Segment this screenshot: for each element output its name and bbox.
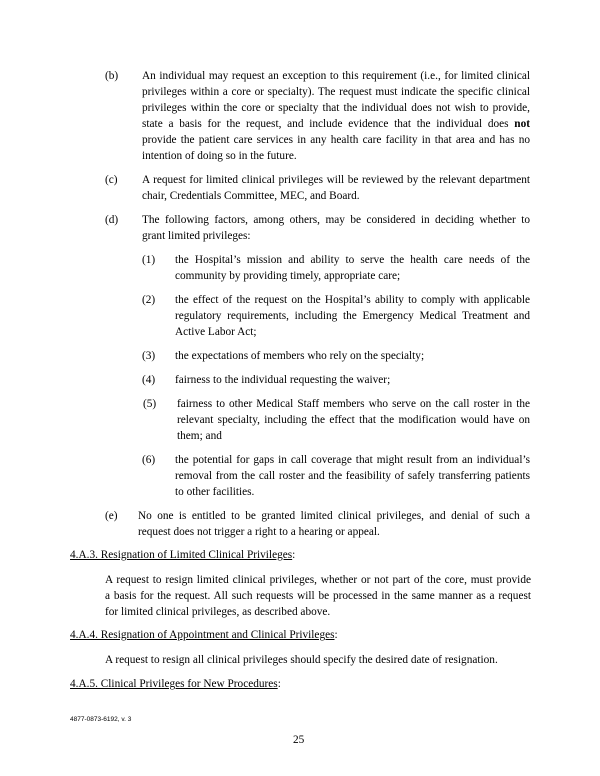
- subitem-5-label: (5): [143, 398, 157, 410]
- item-b-line-1: An individual may request an exception to this requirement (i.e., for limited clinical: [142, 70, 530, 82]
- subitem-2-line-2: regulatory requirements, including the Emergency Medical Treatment and: [175, 310, 530, 322]
- subitem-2-label: (2): [142, 294, 156, 306]
- item-e-label: (e): [105, 510, 118, 522]
- item-c-label: (c): [105, 174, 118, 186]
- document-id: 4877-0873-6192, v. 3: [70, 716, 132, 723]
- item-d-line-1: The following factors, among others, may be considered in deciding whether to: [142, 214, 530, 226]
- subitem-5-line-3: them; and: [177, 430, 222, 442]
- section-4a3-heading: [70, 547, 295, 563]
- section-4a3-line-3: for limited clinical privileges, as described above.: [105, 606, 331, 618]
- item-b-line-5: provide the patient care services in any health care facility in that area and has no: [142, 134, 530, 146]
- subitem-2-line-1: the effect of the request on the Hospital’s ability to comply with applicable: [175, 294, 530, 306]
- item-e-line-2: request does not trigger a right to a hearing or appeal.: [138, 526, 380, 538]
- subitem-6-line-2: removal from the call roster and the feasibility of safely transferring patients: [175, 470, 530, 482]
- subitem-4-label: (4): [142, 374, 156, 386]
- section-4a4-line-1: A request to resign all clinical privileges should specify the desired date of resignation.: [105, 654, 498, 666]
- subitem-1-label: (1): [142, 254, 156, 266]
- section-4a3-line-1: A request to resign limited clinical privileges, whether or not part of the core, must provide: [105, 574, 531, 586]
- item-d-line-2: grant limited privileges:: [142, 230, 251, 242]
- section-4a3-line-2: a basis for the request. All such requests will be processed in the same manner as a request: [105, 590, 531, 602]
- item-b-line-4-text: state a basis for the request, and include evidence that the individual does: [142, 118, 509, 130]
- subitem-4-line-1: fairness to the individual requesting the waiver;: [175, 374, 391, 386]
- subitem-3-line-1: the expectations of members who rely on the specialty;: [175, 350, 425, 362]
- subitem-1-line-2: community by providing timely, appropriate care;: [175, 270, 401, 282]
- subitem-3-label: (3): [142, 350, 156, 362]
- subitem-1-line-1: the Hospital’s mission and ability to serve the health care needs of the: [175, 254, 530, 266]
- page-number: 25: [293, 734, 305, 746]
- item-d-label: (d): [105, 214, 119, 226]
- item-c-line-1: A request for limited clinical privileges will be reviewed by the relevant department: [142, 174, 530, 186]
- item-c-line-2: chair, Credentials Committee, MEC, and Board.: [142, 190, 360, 202]
- section-4a4-heading: [70, 627, 338, 643]
- section-4a4-heading-colon: :: [334, 629, 338, 641]
- item-b-line-6: intention of doing so in the future.: [142, 150, 297, 162]
- item-b-line-3: privileges within the core or specialty that the individual does not wish to provide,: [142, 102, 530, 114]
- subitem-5-line-1: fairness to other Medical Staff members who serve on the call roster in the: [177, 398, 530, 410]
- section-4a4-heading-text: 4.A.4. Resignation of Appointment and Clinical Privileges: [70, 629, 335, 641]
- section-4a5-heading-colon: :: [277, 678, 281, 690]
- item-b-line-2: privileges within a core or specialty). The request must indicate the specific clinical: [142, 86, 530, 98]
- section-4a5-heading-text: 4.A.5. Clinical Privileges for New Procedures: [70, 678, 278, 690]
- item-b-label: (b): [105, 70, 119, 82]
- subitem-5-line-2: relevant specialty, including the effect that the modification would have on: [177, 414, 530, 426]
- section-4a5-heading: [70, 676, 281, 692]
- section-4a3-heading-text: 4.A.3. Resignation of Limited Clinical Privileges: [70, 549, 293, 561]
- section-4a3-heading-colon: :: [292, 549, 296, 561]
- subitem-6-line-3: to other facilities.: [175, 486, 255, 498]
- item-e-line-1: No one is entitled to be granted limited clinical privileges, and denial of such a: [138, 510, 530, 522]
- subitem-6-line-1: the potential for gaps in call coverage that might result from an individual’s: [175, 454, 530, 466]
- subitem-6-label: (6): [142, 454, 156, 466]
- item-b-line-4: [142, 116, 530, 132]
- item-b-emphasis: not: [514, 118, 530, 130]
- subitem-2-line-3: Active Labor Act;: [175, 326, 257, 338]
